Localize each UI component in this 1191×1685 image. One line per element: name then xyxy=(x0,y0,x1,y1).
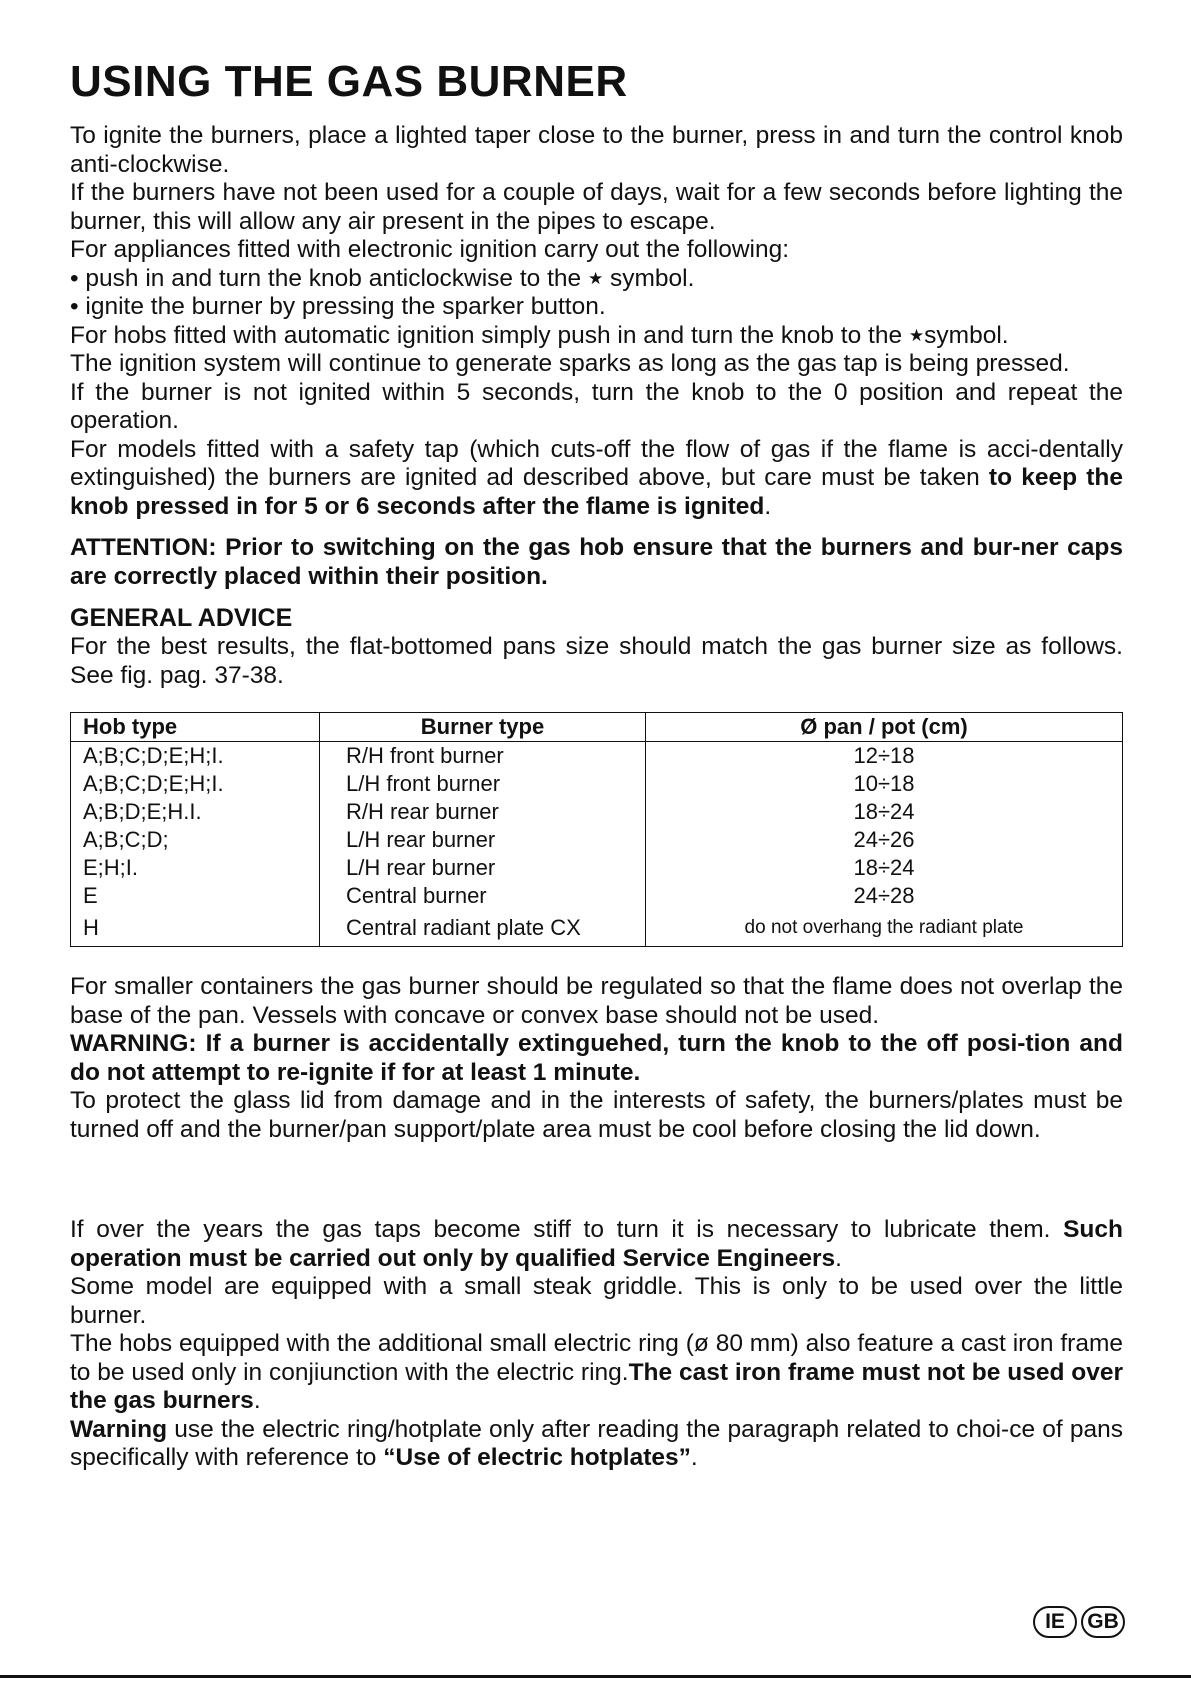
language-badge-gb: GB xyxy=(1081,1606,1125,1638)
steak-griddle-text: Some model are equipped with a small steak griddle. This is only to be used over the little burner. xyxy=(70,1273,1123,1329)
language-badges xyxy=(1033,1606,1125,1638)
header-hob-type: Hob type xyxy=(71,713,320,742)
attention-notice: ATTENTION: Prior to switching on the gas hob ensure that the burners and bur-ner caps are correctly placed within their position. xyxy=(70,534,1123,590)
p7-end: . xyxy=(764,492,772,520)
cell-hob-type: E;H;I. xyxy=(71,854,320,882)
glass-lid-text: To protect the glass lid from damage and in the interests of safety, the burners/plates must be turned off and the burner/pan support/plate area must be cool before closing the lid down. xyxy=(70,1087,1123,1143)
cell-burner-type: Central burner xyxy=(320,882,646,910)
intro-paragraph-7 xyxy=(70,436,1123,522)
hotplate-warning-plain: use the electric ring/hotplate only after reading the paragraph related to choi-ce of pans specifically with reference to xyxy=(70,1415,1123,1471)
cell-hob-type: A;B;D;E;H.I. xyxy=(71,798,320,826)
cell-hob-type: A;B;C;D; xyxy=(71,826,320,854)
electric-ring-bold: The cast iron frame must not be used over the gas burners xyxy=(70,1358,1123,1414)
table-row xyxy=(71,770,1123,798)
star-icon: ★ xyxy=(908,325,925,345)
bullet-1 xyxy=(70,265,1123,294)
table-row xyxy=(71,854,1123,882)
electric-ring-text xyxy=(70,1330,1123,1416)
gas-taps-end: . xyxy=(835,1244,842,1272)
intro-paragraph-3: For appliances fitted with electronic ignition carry out the following: xyxy=(70,236,790,263)
bullet-1-text: • push in and turn the knob anticlockwise to the xyxy=(70,264,582,292)
intro-paragraph-2: If the burners have not been used for a couple of days, wait for a few seconds before lighting the burner, this will allow any air present in the pipes to escape. xyxy=(70,179,1123,235)
cell-burner-type: R/H rear burner xyxy=(320,798,646,826)
p7-bold: to keep the knob pressed in for 5 or 6 seconds after the flame is ignited xyxy=(70,464,1123,520)
intro-paragraph-1: To ignite the burners, place a lighted taper close to the burner, press in and turn the control knob anti-clockwise. xyxy=(70,122,1123,178)
language-badge-ie: IE xyxy=(1033,1606,1077,1638)
cell-pan-size: 10÷18 xyxy=(646,770,1123,798)
manual-page xyxy=(70,56,1123,1473)
table-row xyxy=(71,798,1123,826)
p4-text: For hobs fitted with automatic ignition simply push in and turn the knob to the xyxy=(70,321,903,349)
cell-burner-type: L/H rear burner xyxy=(320,826,646,854)
hotplate-warning-ref: “Use of electric hotplates” xyxy=(383,1444,691,1471)
table-row xyxy=(71,910,1123,947)
header-burner-type: Burner type xyxy=(320,713,646,742)
cell-pan-size: do not overhang the radiant plate xyxy=(646,910,1123,947)
star-icon: ★ xyxy=(587,268,604,288)
general-advice-heading: GENERAL ADVICE xyxy=(70,604,293,632)
intro-paragraph-6: If the burner is not ignited within 5 seconds, turn the knob to the 0 position and repeat the operation. xyxy=(70,378,1123,434)
intro-paragraph-5: The ignition system will continue to generate sparks as long as the gas tap is being pressed. xyxy=(70,350,1070,377)
p7-text: For models fitted with a safety tap (which cuts-off the flow of gas if the flame is acci-dentally extinguished) the burners are ignited ad described above, but care must be taken xyxy=(70,435,1123,491)
table-header-row xyxy=(71,713,1123,742)
cell-hob-type: H xyxy=(71,910,320,947)
cell-burner-type: R/H front burner xyxy=(320,742,646,771)
hotplate-warning-bold: Warning xyxy=(70,1415,168,1443)
gas-taps-bold: Such operation must be carried out only by qualified Service Engineers xyxy=(70,1216,1123,1272)
cell-pan-size: 24÷28 xyxy=(646,882,1123,910)
table-row xyxy=(71,826,1123,854)
smaller-containers-text: For smaller containers the gas burner should be regulated so that the flame does not overlap the base of the pan. Vessels with concave or convex base should not be used. xyxy=(70,973,1123,1029)
cell-hob-type: A;B;C;D;E;H;I. xyxy=(71,742,320,771)
cell-pan-size: 24÷26 xyxy=(646,826,1123,854)
cell-pan-size: 18÷24 xyxy=(646,798,1123,826)
electric-ring-end: . xyxy=(253,1387,261,1414)
page-title: USING THE GAS BURNER xyxy=(70,57,628,106)
bullet-2: • ignite the burner by pressing the sparker button. xyxy=(70,293,606,320)
pan-size-table xyxy=(70,712,1123,947)
warning-notice: WARNING: If a burner is accidentally extinguehed, turn the knob to the off posi-tion and do not attempt to re-ignite if for at least 1 minute. xyxy=(70,1030,1123,1086)
table-row xyxy=(71,742,1123,771)
general-advice-text: For the best results, the flat-bottomed pans size should match the gas burner size as follows. See fig. pag. 37-38. xyxy=(70,633,1123,689)
table-row xyxy=(71,882,1123,910)
cell-burner-type: L/H front burner xyxy=(320,770,646,798)
gas-taps-plain: If over the years the gas taps become stiff to turn it is necessary to lubricate them. xyxy=(70,1216,1051,1243)
cell-hob-type: A;B;C;D;E;H;I. xyxy=(71,770,320,798)
cell-pan-size: 12÷18 xyxy=(646,742,1123,771)
bottom-rule xyxy=(0,1675,1191,1678)
gas-taps-text xyxy=(70,1216,1123,1273)
hotplate-warning-text xyxy=(70,1416,1123,1473)
cell-burner-type: L/H rear burner xyxy=(320,854,646,882)
p4-end: symbol. xyxy=(924,321,1009,349)
bullet-1-end: symbol. xyxy=(610,264,695,292)
hotplate-warning-end: . xyxy=(690,1444,698,1471)
cell-burner-type: Central radiant plate CX xyxy=(320,910,646,947)
header-pan-size: Ø pan / pot (cm) xyxy=(646,713,1123,742)
cell-pan-size: 18÷24 xyxy=(646,854,1123,882)
electric-ring-plain: The hobs equipped with the additional small electric ring (ø 80 mm) also feature a cast iron frame to be used only in conjiunction with the electric ring. xyxy=(70,1330,1123,1386)
cell-hob-type: E xyxy=(71,882,320,910)
intro-paragraph-4 xyxy=(70,322,1123,351)
